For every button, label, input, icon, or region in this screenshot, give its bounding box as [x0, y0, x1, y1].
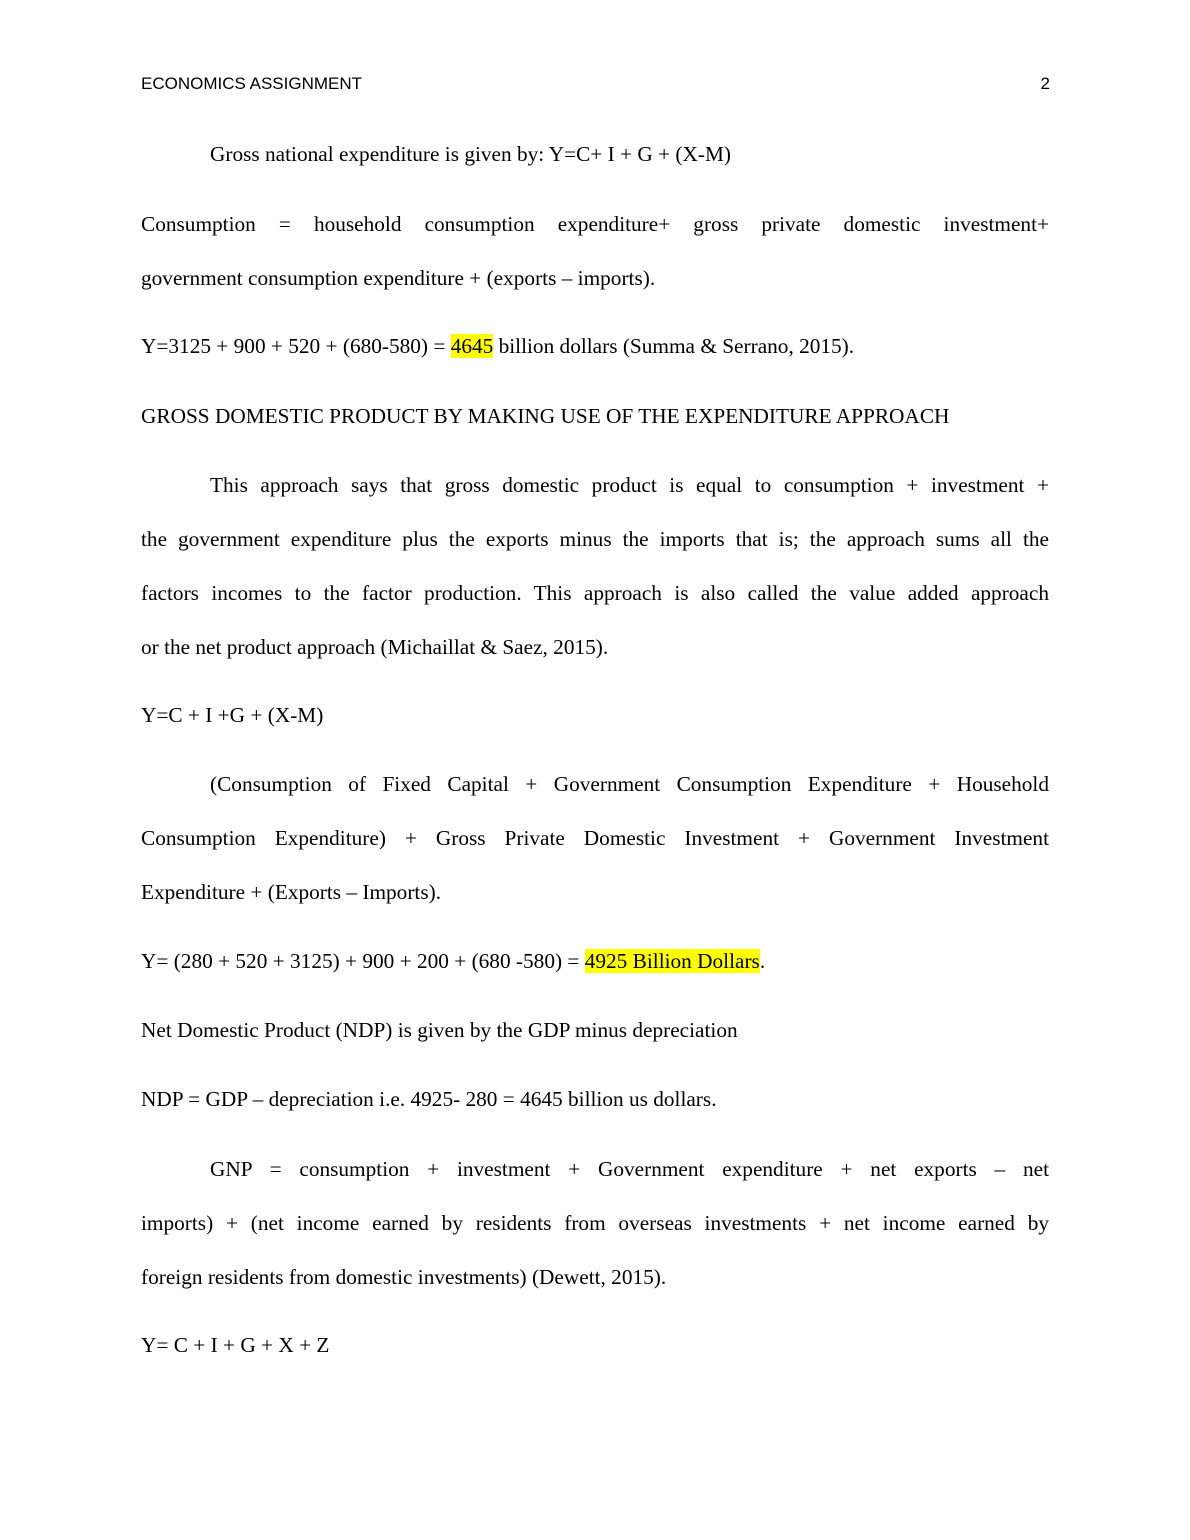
page-header	[141, 72, 1050, 96]
formula-text: Y= C + I + G + X + Z	[141, 1333, 330, 1357]
paragraph-line: Consumption Expenditure) + Gross Private Domestic Investment + Government Investment	[141, 826, 1049, 850]
equation-text: Y= (280 + 520 + 3125) + 900 + 200 + (680 -580) =	[141, 949, 585, 973]
section-heading	[141, 389, 1049, 443]
paragraph-line	[141, 1142, 1049, 1196]
paragraph-y-calc-1	[141, 319, 1049, 373]
paragraph-line: imports) + (net income earned by residents from overseas investments + net income earned by	[141, 1211, 1049, 1235]
paragraph-line: Expenditure + (Exports – Imports).	[141, 880, 442, 904]
paragraph-gne-definition	[141, 127, 1049, 181]
paragraph-consumption	[141, 197, 1049, 305]
paragraph-gnp-formula	[141, 1318, 1049, 1372]
line-text: (Consumption of Fixed Capital + Government Consumption Expenditure + Household	[210, 772, 1049, 796]
line-text: GNP = consumption + investment + Government expenditure + net exports – net	[210, 1157, 1049, 1181]
formula-text: Y=C + I +G + (X-M)	[141, 703, 324, 727]
paragraph-line	[141, 757, 1049, 811]
highlighted-result: 4925 Billion Dollars	[584, 949, 760, 973]
equation-text: Y=3125 + 900 + 520 + (680-580) =	[141, 334, 451, 358]
paragraph-line: factors incomes to the factor production. This approach is also called the value added approach	[141, 581, 1049, 605]
paragraph-ndp-calc	[141, 1072, 1049, 1126]
equation-end: .	[759, 949, 766, 973]
paragraph-y-calc-2	[141, 934, 1049, 988]
paragraph-components	[141, 757, 1049, 919]
paragraph-approach	[141, 458, 1049, 674]
paragraph-formula	[141, 688, 1049, 742]
paragraph-line	[141, 458, 1049, 512]
paragraph-line: government consumption expenditure + (exports – imports).	[141, 266, 656, 290]
paragraph-text: Net Domestic Product (NDP) is given by the GDP minus depreciation	[141, 1018, 738, 1042]
paragraph-gnp	[141, 1142, 1049, 1304]
paragraph-line: foreign residents from domestic investments) (Dewett, 2015).	[141, 1265, 667, 1289]
line-text: This approach says that gross domestic product is equal to consumption + investment +	[210, 473, 1049, 497]
highlighted-result: 4645	[450, 334, 494, 358]
paragraph-ndp-definition	[141, 1003, 1049, 1057]
paragraph-text: NDP = GDP – depreciation i.e. 4925- 280 = 4645 billion us dollars.	[141, 1087, 717, 1111]
equation-citation: billion dollars (Summa & Serrano, 2015).	[493, 334, 855, 358]
running-head: ECONOMICS ASSIGNMENT	[141, 74, 363, 93]
page-number: 2	[1040, 74, 1050, 93]
paragraph-line: Consumption = household consumption expenditure+ gross private domestic investment+	[141, 212, 1049, 236]
paragraph-line: or the net product approach (Michaillat & Saez, 2015).	[141, 635, 609, 659]
heading-text: GROSS DOMESTIC PRODUCT BY MAKING USE OF THE EXPENDITURE APPROACH	[141, 404, 950, 428]
paragraph-line: the government expenditure plus the exports minus the imports that is; the approach sums all the	[141, 527, 1049, 551]
paragraph-text: Gross national expenditure is given by: Y=C+ I + G + (X-M)	[210, 142, 732, 166]
